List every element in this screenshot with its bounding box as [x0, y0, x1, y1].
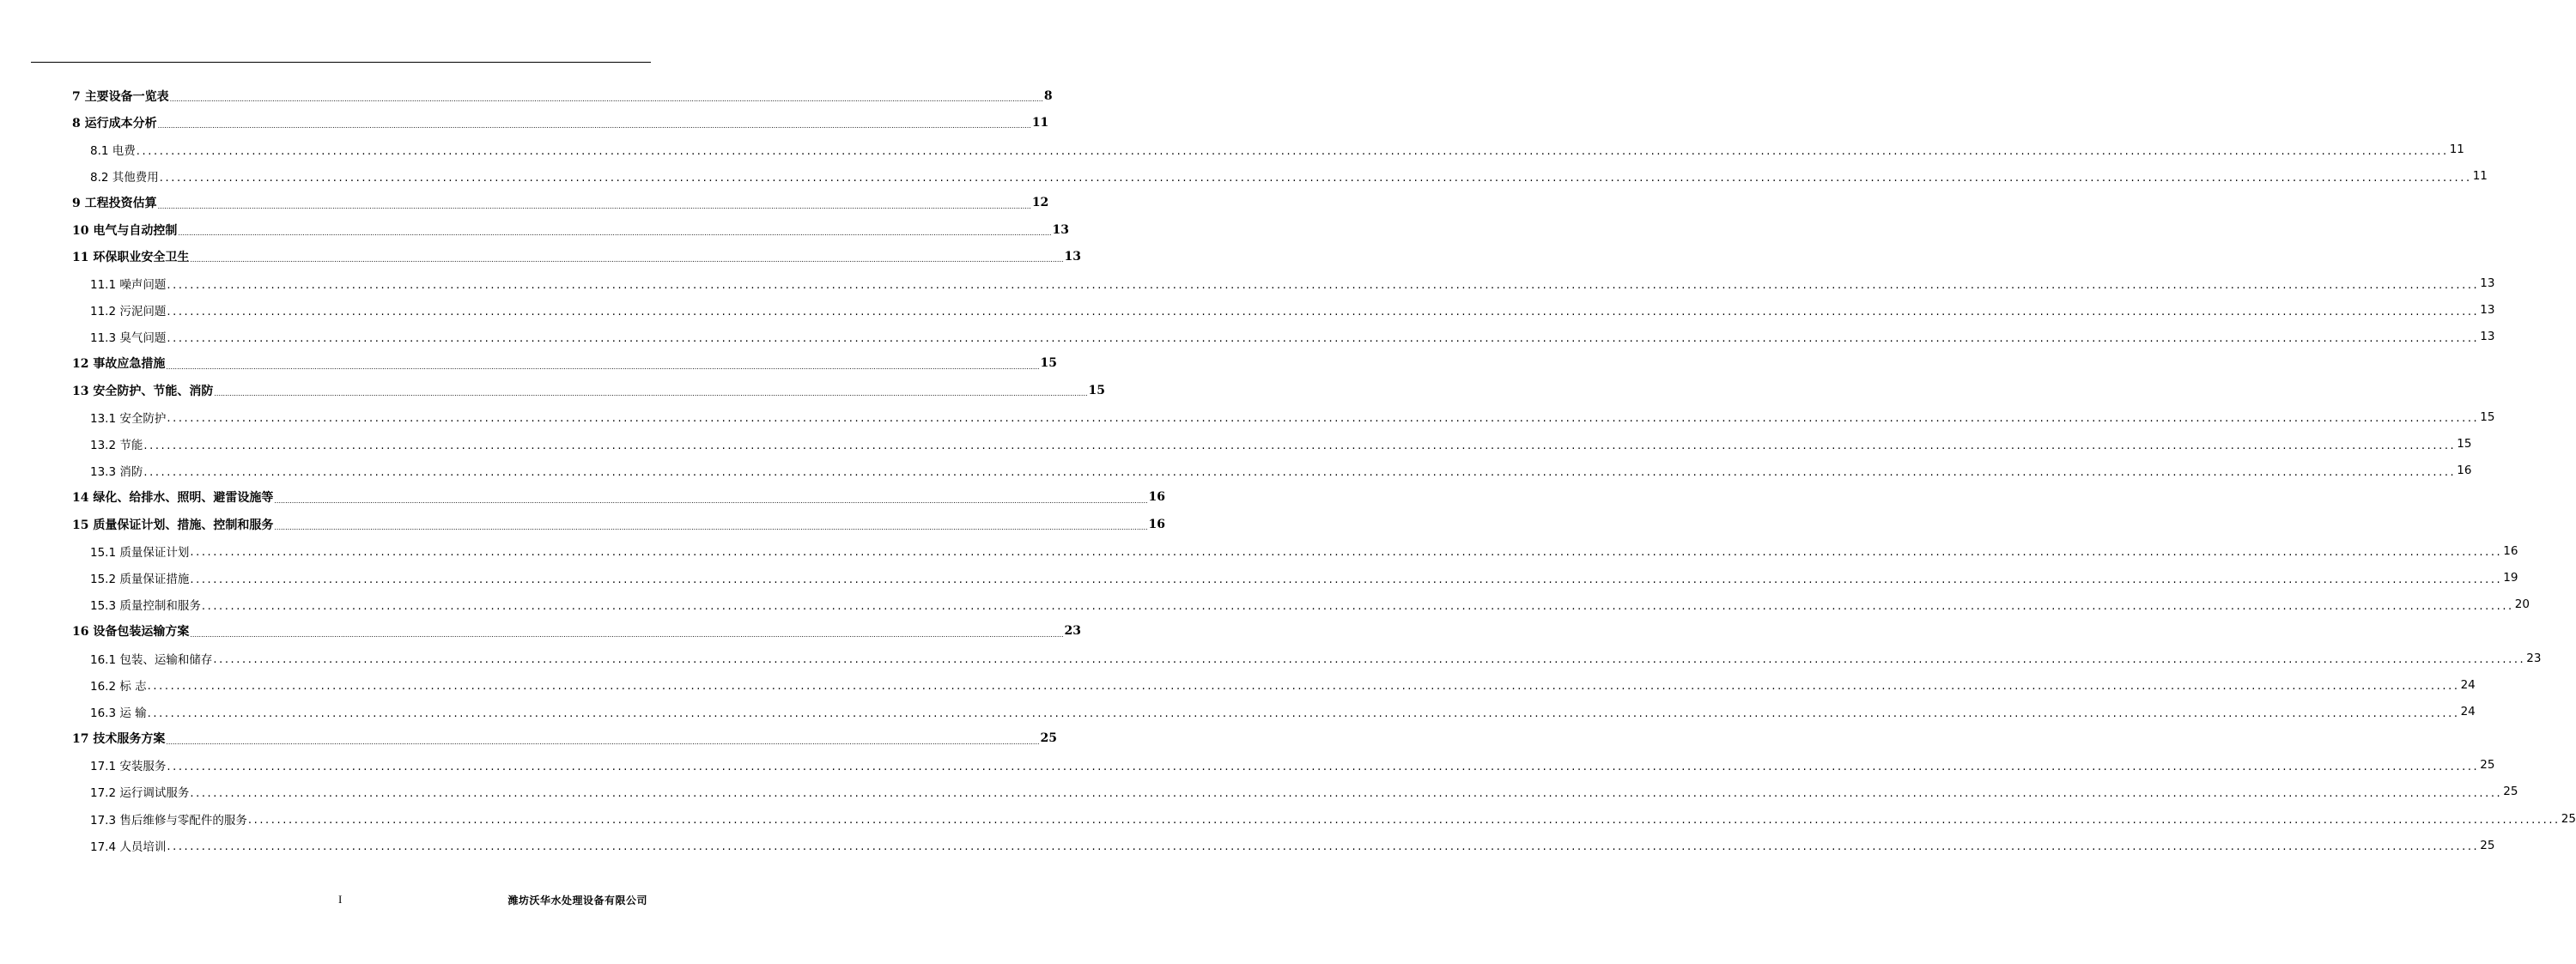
toc-entry-page: 25	[2503, 785, 2518, 799]
toc-leader-dots: ................................................................................................................................................................................................................................................................................................................................................................................................................	[167, 331, 2480, 345]
toc-subentry[interactable]	[72, 403, 2495, 430]
toc-entry-page: 24	[2460, 704, 2476, 718]
toc-leader-dots: ................................................................................................................................................................................................................................................................................................................................................................................................................	[147, 680, 2460, 694]
toc-entry-title: 15 质量保证计划、措施、控制和服务	[72, 518, 274, 532]
toc-entry-page: 25	[2480, 758, 2495, 773]
toc-entry-page: 24	[2460, 677, 2476, 692]
toc-leader-dots: ................................................................................................................................................................................................................................................................................................................................................................................................................	[167, 840, 2480, 854]
toc-entry-title: 10 电气与自动控制	[72, 223, 178, 238]
toc-entry-page: 16	[1148, 517, 1166, 531]
toc-leader-dots: ................................................................................................................................................................................................................................................................................................................................................................................................................	[190, 546, 2503, 560]
toc-leader-dots: ................................................................................................................................................................................................................................................................................................................................................................................................................	[167, 305, 2480, 318]
toc-leader-dots: ................................................................................................................................................................................................................................................................................................................................................................................................................	[143, 465, 2457, 479]
toc-entry[interactable]	[72, 82, 1053, 109]
toc-leader-dots: ................................................................................................................................................................................................................................................................................................................................................................................................................	[166, 363, 1040, 372]
header-rule	[31, 62, 651, 63]
toc-leader-dots: ................................................................................................................................................................................................................................................................................................................................................................................................................	[201, 599, 2514, 613]
toc-subentry[interactable]	[72, 752, 2495, 779]
toc-leader-dots: ................................................................................................................................................................................................................................................................................................................................................................................................................	[190, 256, 1064, 264]
toc-entry-page: 20	[2514, 597, 2530, 612]
toc-entry-title: 16 设备包装运输方案	[72, 625, 190, 640]
toc-leader-dots: ................................................................................................................................................................................................................................................................................................................................................................................................................	[147, 706, 2460, 720]
footer-company-name: 潍坊沃华水处理设备有限公司	[507, 894, 647, 906]
toc-leader-dots: ................................................................................................................................................................................................................................................................................................................................................................................................................	[159, 171, 2472, 185]
toc-entry[interactable]	[72, 350, 1058, 377]
toc-entry-page: 13	[1052, 222, 1070, 237]
toc-leader-dots: ................................................................................................................................................................................................................................................................................................................................................................................................................	[274, 524, 1148, 532]
toc-subentry[interactable]	[72, 430, 2472, 457]
toc-subentry[interactable]	[72, 270, 2495, 296]
toc-entry-title: 11.2 污泥问题	[90, 305, 167, 319]
toc-entry[interactable]	[72, 484, 1166, 511]
toc-entry-title: 13 安全防护、节能、消防	[72, 384, 214, 398]
toc-entry-page: 15	[1040, 356, 1058, 371]
toc-leader-dots: ................................................................................................................................................................................................................................................................................................................................................................................................................	[247, 814, 2561, 828]
toc-subentry[interactable]	[72, 698, 2476, 725]
toc-entry-title: 15.2 质量保证措施	[90, 572, 190, 586]
toc-entry-title: 17.4 人员培训	[90, 840, 167, 854]
toc-leader-dots: ................................................................................................................................................................................................................................................................................................................................................................................................................	[143, 439, 2457, 452]
toc-leader-dots: ................................................................................................................................................................................................................................................................................................................................................................................................................	[190, 630, 1064, 639]
toc-entry-title: 16.1 包装、运输和储存	[90, 652, 213, 667]
toc-entry-page: 16	[2457, 464, 2472, 478]
toc-entry-page: 11	[2449, 142, 2464, 156]
toc-entry-title: 17.1 安装服务	[90, 760, 167, 774]
toc-entry-title: 8.1 电费	[90, 143, 136, 158]
toc-leader-dots: ................................................................................................................................................................................................................................................................................................................................................................................................................	[157, 202, 1031, 210]
toc-entry-page: 13	[2480, 276, 2495, 290]
toc-entry-title: 14 绿化、给排水、照明、避雷设施等	[72, 491, 274, 506]
toc-entry-title: 15.3 质量控制和服务	[90, 599, 201, 614]
toc-leader-dots: ................................................................................................................................................................................................................................................................................................................................................................................................................	[136, 144, 2449, 158]
toc-entry-title: 11.3 臭气问题	[90, 331, 167, 346]
toc-entry-page: 15	[1088, 383, 1106, 397]
toc-subentry[interactable]	[72, 832, 2495, 858]
toc-entry[interactable]	[72, 109, 1049, 136]
toc-entry-title: 16.2 标 志	[90, 679, 147, 694]
toc-entry-title: 8.2 其他费用	[90, 171, 159, 185]
toc-subentry[interactable]	[72, 324, 2495, 350]
toc-subentry[interactable]	[72, 805, 2576, 832]
toc-subentry[interactable]	[72, 591, 2530, 618]
toc-entry-title: 17.2 运行调试服务	[90, 786, 190, 801]
toc-subentry[interactable]	[72, 564, 2518, 591]
toc-leader-dots: ................................................................................................................................................................................................................................................................................................................................................................................................................	[166, 737, 1040, 746]
toc-leader-dots: ................................................................................................................................................................................................................................................................................................................................................................................................................	[274, 497, 1148, 505]
toc-entry-title: 15.1 质量保证计划	[90, 545, 190, 560]
toc-entry[interactable]	[72, 377, 1106, 403]
toc-entry-page: 13	[1064, 249, 1082, 264]
toc-entry[interactable]	[72, 216, 1070, 243]
toc-subentry[interactable]	[72, 671, 2476, 698]
toc-entry-page: 25	[1040, 731, 1058, 746]
toc-entry[interactable]	[72, 618, 1082, 645]
toc-leader-dots: ................................................................................................................................................................................................................................................................................................................................................................................................................	[167, 760, 2480, 773]
toc-entry-title: 16.3 运 输	[90, 706, 147, 720]
toc-entry-title: 8 运行成本分析	[72, 116, 157, 130]
toc-entry-page: 12	[1031, 196, 1049, 210]
toc-entry-page: 13	[2480, 330, 2495, 344]
toc-entry-title: 13.1 安全防护	[90, 411, 167, 426]
toc-entry[interactable]	[72, 243, 1082, 270]
footer-page-number: I	[338, 893, 343, 906]
toc-entry[interactable]	[72, 190, 1049, 216]
toc-leader-dots: ................................................................................................................................................................................................................................................................................................................................................................................................................	[190, 787, 2503, 801]
toc-entry-page: 8	[1043, 88, 1053, 103]
toc-subentry[interactable]	[72, 136, 2464, 162]
toc-leader-dots: ................................................................................................................................................................................................................................................................................................................................................................................................................	[169, 95, 1043, 104]
toc-entry-title: 12 事故应急措施	[72, 357, 166, 372]
toc-entry-title: 11 环保职业安全卫生	[72, 250, 190, 264]
toc-leader-dots: ................................................................................................................................................................................................................................................................................................................................................................................................................	[157, 122, 1031, 130]
toc-entry-page: 23	[1064, 624, 1082, 639]
toc-entry-page: 13	[2480, 303, 2495, 318]
toc-entry[interactable]	[72, 725, 1058, 752]
toc-entry-title: 17.3 售后维修与零配件的服务	[90, 813, 247, 828]
toc-leader-dots: ................................................................................................................................................................................................................................................................................................................................................................................................................	[190, 573, 2503, 586]
toc-subentry[interactable]	[72, 163, 2488, 190]
toc-entry-title: 7 主要设备一览表	[72, 89, 169, 104]
toc-leader-dots: ................................................................................................................................................................................................................................................................................................................................................................................................................	[178, 229, 1052, 238]
toc-entry-page: 16	[2503, 543, 2518, 558]
toc-entry-page: 11	[2472, 169, 2488, 184]
toc-entry[interactable]	[72, 511, 1166, 537]
toc-entry-page: 16	[1148, 490, 1166, 505]
toc-entry-page: 23	[2526, 651, 2542, 665]
toc-subentry[interactable]	[72, 537, 2518, 564]
toc-entry-page: 25	[2480, 838, 2495, 852]
toc-entry-page: 25	[2561, 811, 2576, 826]
toc-entry-title: 13.2 节能	[90, 439, 143, 453]
toc-leader-dots: ................................................................................................................................................................................................................................................................................................................................................................................................................	[214, 390, 1088, 398]
toc-leader-dots: ................................................................................................................................................................................................................................................................................................................................................................................................................	[167, 412, 2480, 426]
toc-entry-page: 15	[2480, 409, 2495, 424]
toc-entry-title: 13.3 消防	[90, 465, 143, 480]
toc-entry-title: 9 工程投资估算	[72, 197, 157, 211]
toc-subentry[interactable]	[72, 458, 2472, 484]
toc-entry-page: 11	[1031, 115, 1049, 130]
toc-leader-dots: ................................................................................................................................................................................................................................................................................................................................................................................................................	[213, 653, 2526, 667]
toc-entry-title: 17 技术服务方案	[72, 732, 166, 747]
toc-subentry[interactable]	[72, 297, 2495, 324]
toc-entry-page: 19	[2503, 570, 2518, 585]
toc-entry-title: 11.1 噪声问题	[90, 277, 167, 292]
toc-leader-dots: ................................................................................................................................................................................................................................................................................................................................................................................................................	[167, 278, 2480, 292]
toc-entry-page: 15	[2457, 437, 2472, 452]
toc-subentry[interactable]	[72, 645, 2542, 671]
table-of-contents	[72, 82, 2576, 858]
toc-subentry[interactable]	[72, 779, 2518, 805]
